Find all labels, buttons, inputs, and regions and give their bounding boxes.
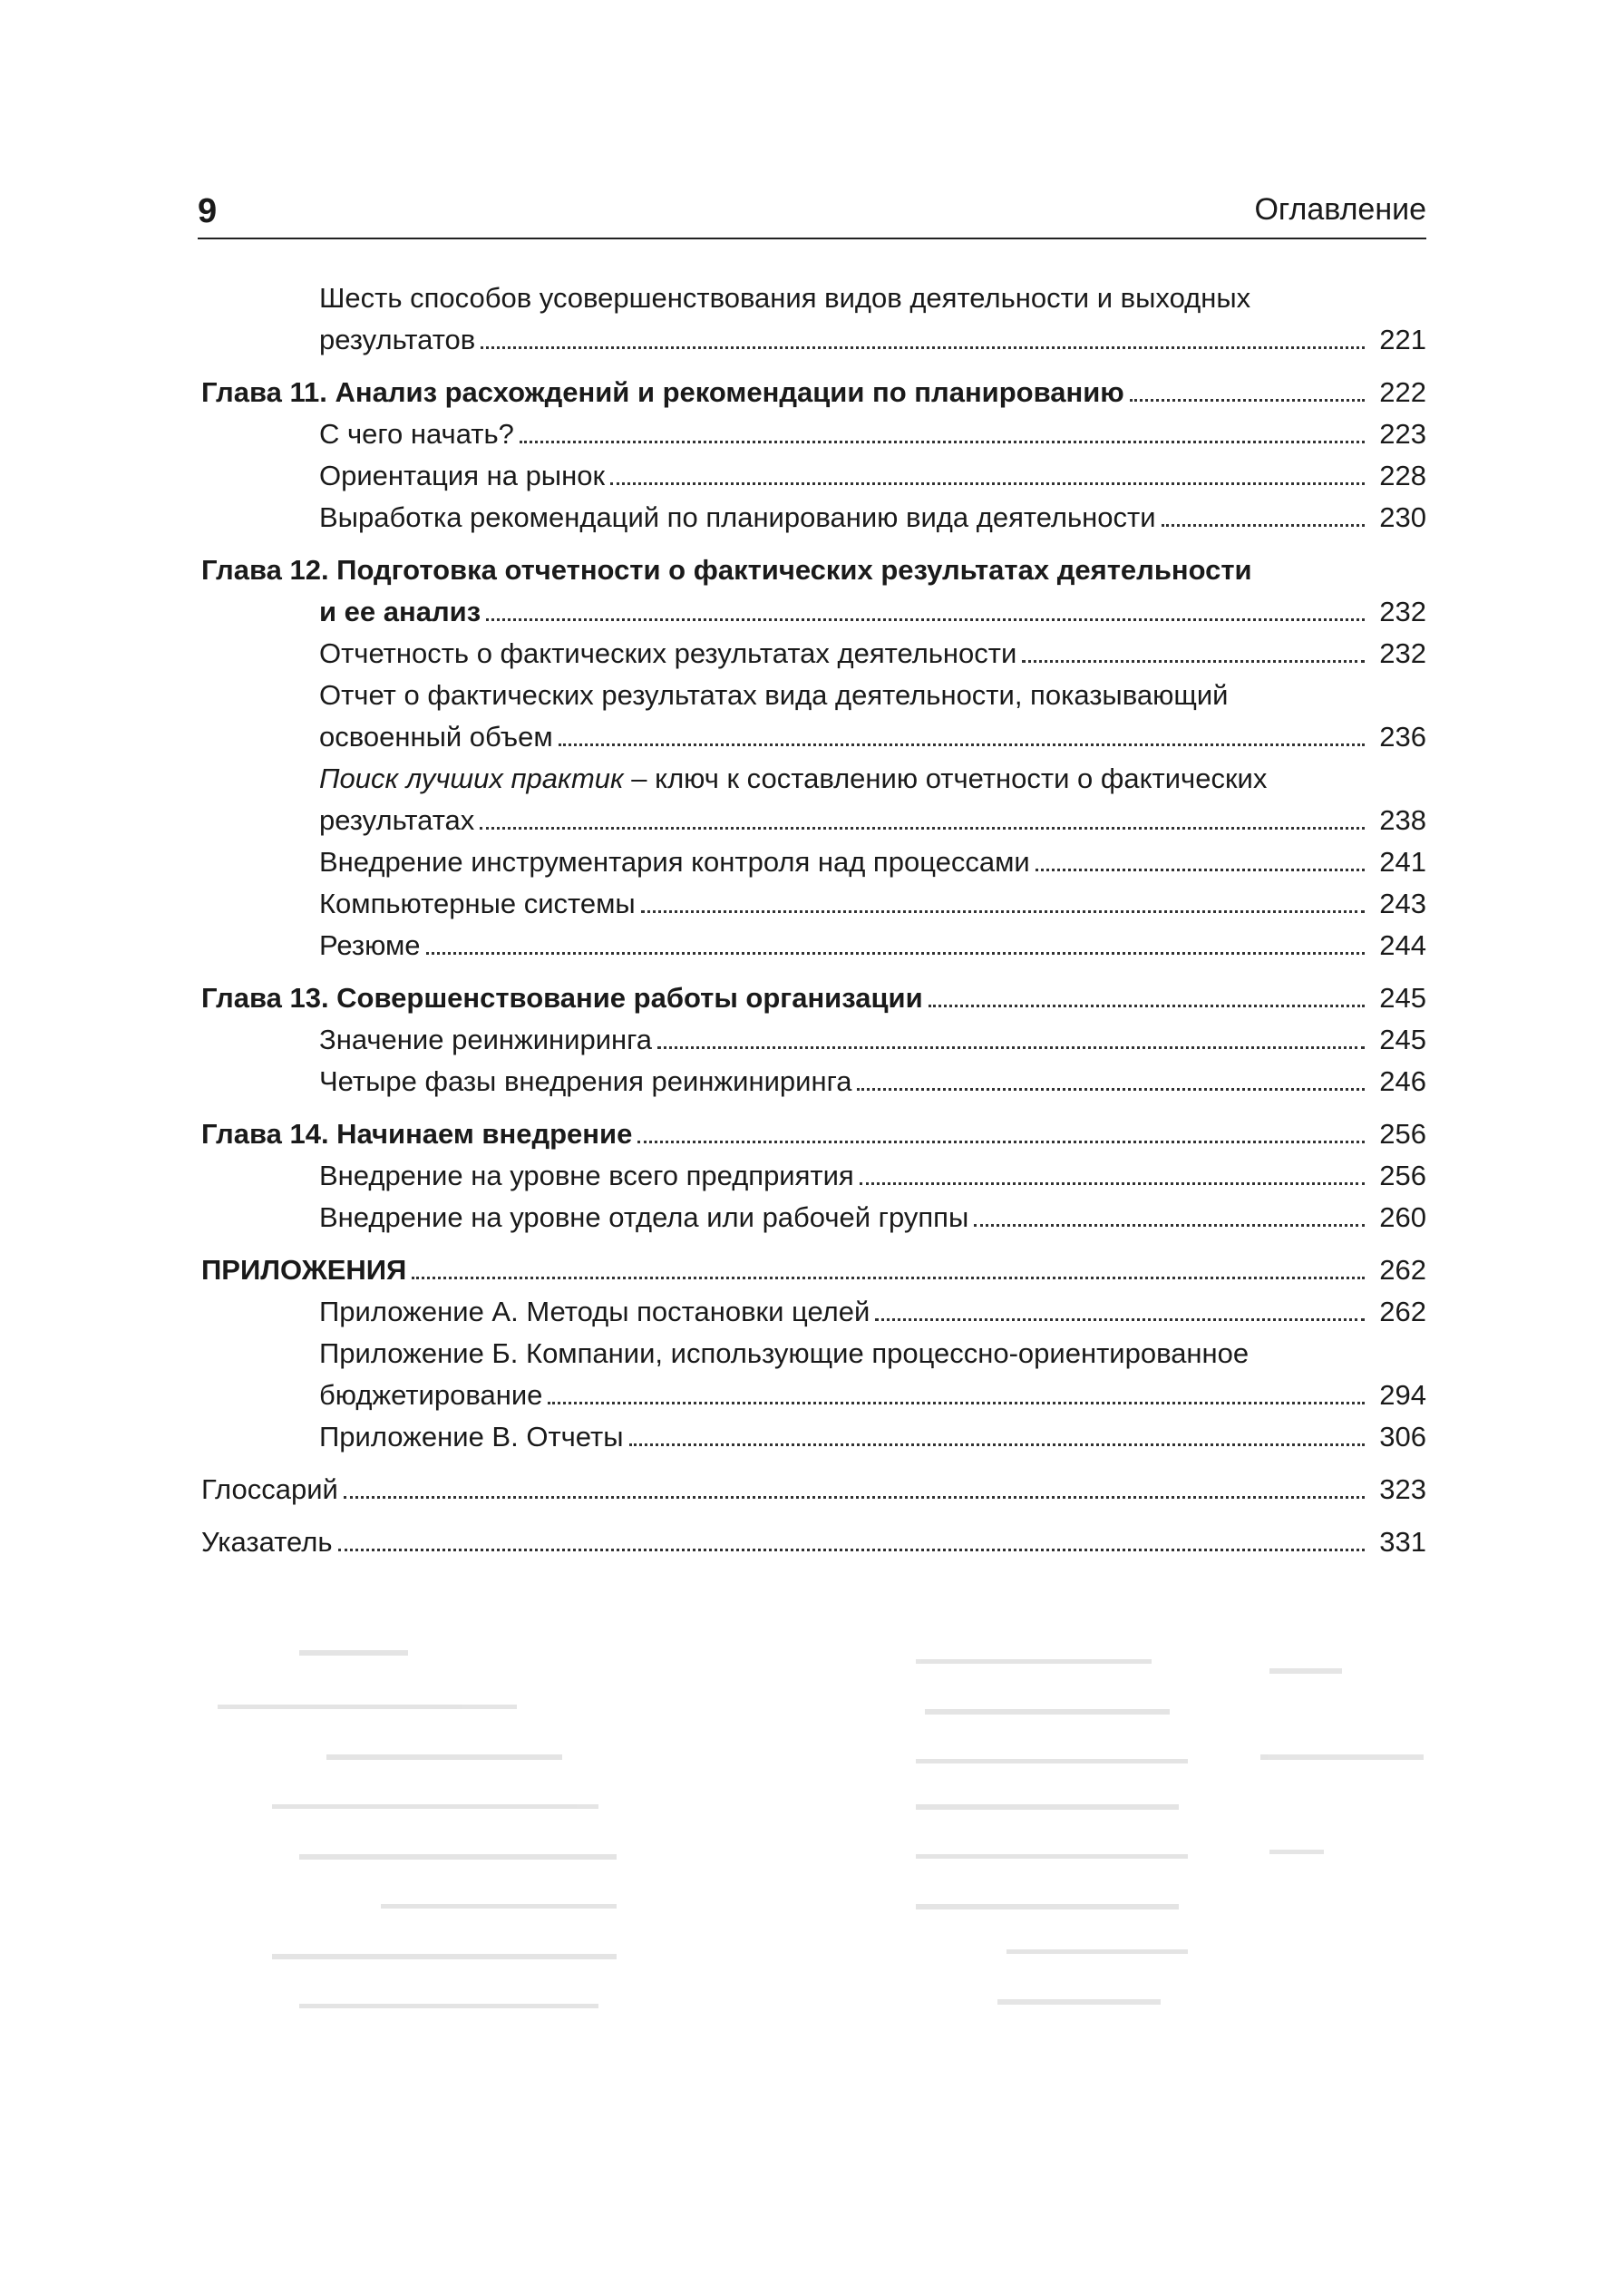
- toc-entry-title: Значение реинжиниринга: [319, 1024, 653, 1055]
- toc-entry-title: Глоссарий: [201, 1473, 338, 1505]
- dot-leader: [344, 1496, 1365, 1499]
- toc-entry: [201, 841, 1426, 883]
- dot-leader: [1022, 660, 1365, 663]
- dot-leader: [929, 1005, 1365, 1007]
- toc-entry-title: Глава 13. Совершенствование работы организации: [201, 982, 923, 1014]
- toc-entry-title: Компьютерные системы: [319, 888, 636, 919]
- toc-entry-title: Глава 14. Начинаем внедрение: [201, 1118, 633, 1150]
- toc-entry: [201, 277, 1426, 361]
- toc-entry-title: освоенный объем: [319, 721, 553, 753]
- toc-entry-title-italic: Поиск лучших практик: [319, 763, 624, 794]
- toc-entry-title: Внедрение на уровне всего предприятия: [319, 1160, 854, 1191]
- dot-leader: [610, 482, 1365, 485]
- toc-chapter-entry: [201, 1113, 1426, 1155]
- toc-entry-page: 323: [1379, 1473, 1426, 1505]
- dot-leader: [1162, 524, 1365, 527]
- toc-entry-page: 236: [1379, 721, 1426, 753]
- toc-entry: [201, 1197, 1426, 1239]
- toc-entry-title: Выработка рекомендаций по планированию вида деятельности: [319, 501, 1156, 533]
- toc-entry-page: 246: [1379, 1065, 1426, 1097]
- page-number: 9: [198, 192, 218, 230]
- toc-entry-title: Внедрение инструментария контроля над процессами: [319, 846, 1030, 878]
- dot-leader: [860, 1182, 1365, 1185]
- toc-entry: [201, 633, 1426, 675]
- toc-entry-page: 262: [1379, 1296, 1426, 1327]
- toc-entry-page: 232: [1379, 596, 1426, 627]
- toc-chapter-entry: [201, 372, 1426, 413]
- dot-leader: [875, 1318, 1365, 1321]
- toc-entry-page: 232: [1379, 637, 1426, 669]
- toc-entry-title: результатах: [319, 804, 475, 836]
- toc-entry-title: Указатель: [201, 1526, 333, 1558]
- toc-entry-title: Ориентация на рынок: [319, 460, 606, 491]
- dot-leader: [637, 1141, 1365, 1143]
- toc-entry-title-line1: Глава 12. Подготовка отчетности о фактических результатах деятельности: [201, 554, 1252, 586]
- toc-entry-title-line1: [319, 758, 1426, 800]
- toc-entry-title: Приложение А. Методы постановки целей: [319, 1296, 870, 1327]
- header-rule: [198, 238, 1426, 239]
- toc-entry: [201, 1019, 1426, 1061]
- dot-leader: [412, 1277, 1365, 1279]
- toc-entry-page: 245: [1379, 1024, 1426, 1055]
- toc-entry-page: 238: [1379, 804, 1426, 836]
- toc-entry: [201, 758, 1426, 841]
- dot-leader: [857, 1088, 1365, 1091]
- toc-entry: [201, 497, 1426, 539]
- dot-leader: [657, 1046, 1365, 1049]
- toc-entry-page: 244: [1379, 929, 1426, 961]
- toc-entry-title-line1: Приложение Б. Компании, использующие процессно-ориентированное: [319, 1337, 1250, 1369]
- toc-entry: [201, 1333, 1426, 1416]
- dot-leader: [481, 346, 1365, 349]
- toc-chapter-entry: [201, 549, 1426, 633]
- toc-entry-page: 222: [1379, 376, 1426, 408]
- toc-entry-page: 306: [1379, 1421, 1426, 1453]
- toc-entry-page: 230: [1379, 501, 1426, 533]
- toc-entry-title: Четыре фазы внедрения реинжиниринга: [319, 1065, 852, 1097]
- toc-entry-title: С чего начать?: [319, 418, 514, 450]
- toc-entry-page: 241: [1379, 846, 1426, 878]
- dot-leader: [559, 743, 1365, 746]
- toc-entry-title: Глава 11. Анализ расхождений и рекомендации по планированию: [201, 376, 1124, 408]
- toc-entry: [201, 1155, 1426, 1197]
- toc-entry-title-rest: – ключ к составлению отчетности о фактических: [623, 763, 1268, 794]
- toc-entry-title: бюджетирование: [319, 1379, 543, 1411]
- toc-entry-page: 262: [1379, 1254, 1426, 1286]
- dot-leader: [520, 441, 1365, 443]
- dot-leader: [480, 827, 1365, 830]
- toc-chapter-entry: [201, 977, 1426, 1019]
- table-of-contents: [201, 277, 1426, 1563]
- toc-entry-title-line1: Шесть способов усовершенствования видов деятельности и выходных: [319, 282, 1251, 314]
- toc-entry-title: Отчетность о фактических результатах деятельности: [319, 637, 1017, 669]
- toc-entry-page: 221: [1379, 324, 1426, 355]
- toc-plain-entry: [201, 1521, 1426, 1563]
- toc-entry-title: Приложение В. Отчеты: [319, 1421, 624, 1453]
- toc-entry-page: 294: [1379, 1379, 1426, 1411]
- toc-chapter-entry: [201, 1249, 1426, 1291]
- toc-entry: [201, 675, 1426, 758]
- toc-entry-page: 256: [1379, 1118, 1426, 1150]
- dot-leader: [426, 952, 1365, 955]
- toc-entry-title: и ее анализ: [319, 596, 481, 627]
- dot-leader: [629, 1443, 1366, 1446]
- dot-leader: [1036, 869, 1365, 871]
- toc-entry-page: 243: [1379, 888, 1426, 919]
- toc-plain-entry: [201, 1469, 1426, 1511]
- toc-entry-page: 260: [1379, 1201, 1426, 1233]
- dot-leader: [486, 618, 1365, 621]
- toc-entry: [201, 413, 1426, 455]
- dot-leader: [1130, 399, 1365, 402]
- toc-entry-title: Внедрение на уровне отдела или рабочей группы: [319, 1201, 969, 1233]
- toc-entry-title: Резюме: [319, 929, 421, 961]
- dot-leader: [338, 1549, 1365, 1551]
- dot-leader: [641, 910, 1365, 913]
- toc-entry: [201, 455, 1426, 497]
- toc-entry-title: результатов: [319, 324, 476, 355]
- toc-entry-page: 256: [1379, 1160, 1426, 1191]
- dot-leader: [548, 1402, 1365, 1404]
- toc-entry: [201, 1291, 1426, 1333]
- toc-entry-page: 331: [1379, 1526, 1426, 1558]
- toc-entry-page: 245: [1379, 982, 1426, 1014]
- toc-entry-title: ПРИЛОЖЕНИЯ: [201, 1254, 407, 1286]
- toc-entry: [201, 1416, 1426, 1458]
- toc-entry: [201, 1061, 1426, 1103]
- toc-entry-page: 228: [1379, 460, 1426, 491]
- toc-entry-page: 223: [1379, 418, 1426, 450]
- running-head: Оглавление: [1254, 192, 1426, 227]
- toc-entry-title-line1: Отчет о фактических результатах вида деятельности, показывающий: [319, 679, 1229, 711]
- toc-entry: [201, 883, 1426, 925]
- toc-entry: [201, 925, 1426, 967]
- dot-leader: [974, 1224, 1365, 1227]
